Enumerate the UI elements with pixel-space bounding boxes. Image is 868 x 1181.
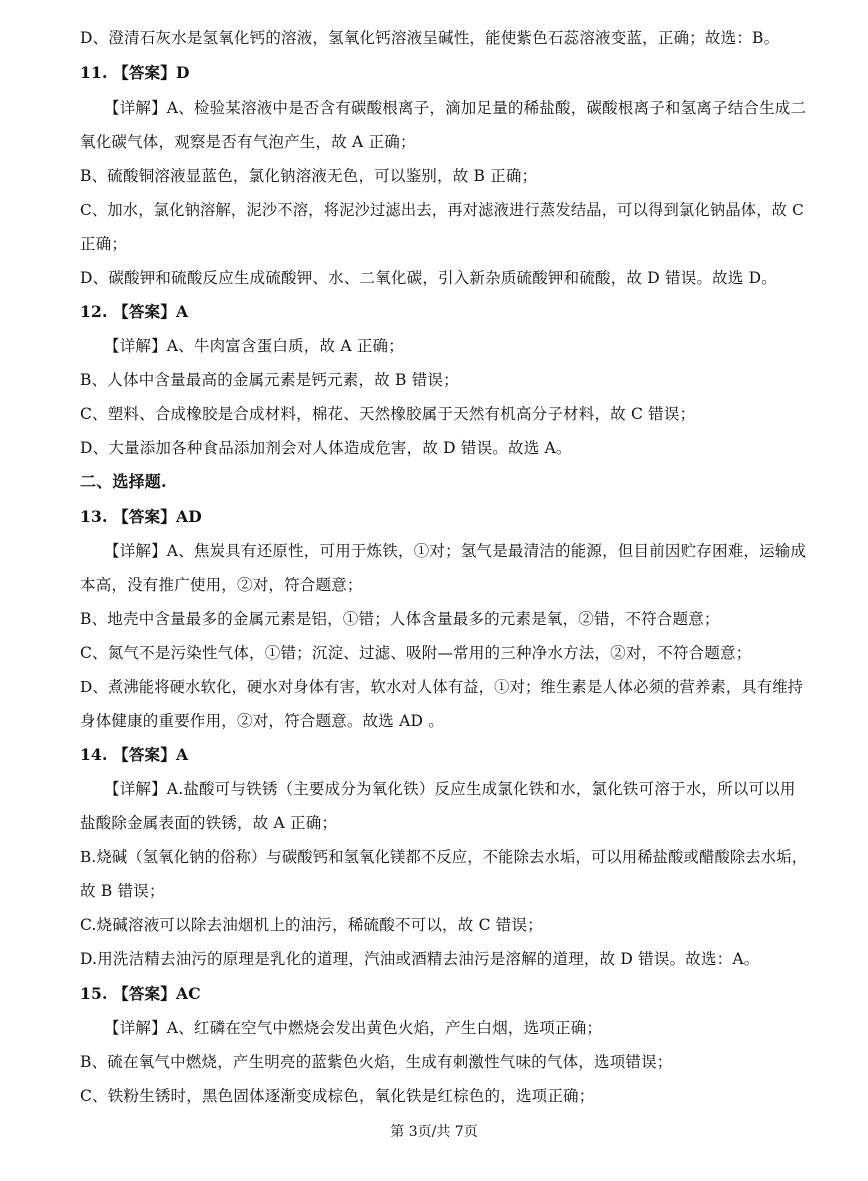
text-line: D、澄清石灰水是氢氧化钙的溶液，氢氧化钙溶液呈碱性，能使紫色石蕊溶液变蓝，正确；故选：B。 <box>80 29 780 47</box>
text-line: B、硫在氧气中燃烧，产生明亮的蓝紫色火焰，生成有刺激性气味的气体，选项错误； <box>80 1053 673 1071</box>
text-line: 故 B 错误； <box>80 882 165 900</box>
text-line: B.烧碱（氢氧化钠的俗称）与碳酸钙和氢氧化镁都不反应，不能除去水垢，可以用稀盐酸或醋酸除去水垢， <box>80 848 808 866</box>
text-line: C、氮气不是污染性气体，①错；沉淀、过滤、吸附—常用的三种净水方法，②对，不符合题意； <box>80 644 752 662</box>
text-line: 本高，没有推广使用，②对，符合题意； <box>80 576 363 594</box>
answer-heading: 15. 【答案】AC <box>80 984 201 1003</box>
text-line: D.用洗洁精去油污的原理是乳化的道理，汽油或酒精去油污是溶解的道理，故 D 错误。故选：A。 <box>80 950 760 968</box>
text-line: 【详解】A、红磷在空气中燃烧会发出黄色火焰，产生白烟，选项正确； <box>104 1019 603 1037</box>
text-line: D、煮沸能将硬水软化，硬水对身体有害，软水对人体有益，①对；维生素是人体必须的营养素，具有维持 <box>80 678 804 696</box>
answer-heading: 11. 【答案】D <box>80 63 190 82</box>
text-line: D、大量添加各种食品添加剂会对人体造成危害，故 D 错误。故选 A。 <box>80 439 572 457</box>
text-line: 氧化碳气体，观察是否有气泡产生，故 A 正确； <box>80 133 416 151</box>
page-number-footer: 第 3页/共 7页 <box>390 1124 478 1140</box>
text-line: C.烧碱溶液可以除去油烟机上的油污，稀硫酸不可以，故 C 错误； <box>80 916 543 934</box>
answer-heading: 12. 【答案】A <box>80 302 189 321</box>
text-line: 【详解】A、检验某溶液中是否含有碳酸根离子，滴加足量的稀盐酸，碳酸根离子和氢离子结合生成二 <box>104 99 807 117</box>
answer-heading: 14. 【答案】A <box>80 745 189 764</box>
text-line: B、地壳中含量最多的金属元素是铝，①错；人体含量最多的元素是氧，②错，不符合题意； <box>80 610 720 628</box>
text-line: D、碳酸钾和硫酸反应生成硫酸钾、水、二氧化碳，引入新杂质硫酸钾和硫酸，故 D 错误。故选 D。 <box>80 269 777 287</box>
section-heading: 二、选择题. <box>80 472 167 491</box>
text-line: 身体健康的重要作用，②对，符合题意。故选 AD 。 <box>80 712 444 730</box>
text-line: 【详解】A、焦炭具有还原性，可用于炼铁，①对；氢气是最清洁的能源，但目前因贮存困难，运输成 <box>104 542 807 560</box>
text-line: 盐酸除金属表面的铁锈，故 A 正确； <box>80 814 338 832</box>
text-line: B、人体中含量最高的金属元素是钙元素，故 B 错误； <box>80 371 459 389</box>
text-line: B、硫酸铜溶液显蓝色，氯化钠溶液无色，可以鉴别，故 B 正确； <box>80 167 538 185</box>
text-line: 正确； <box>80 235 128 253</box>
answer-heading: 13. 【答案】AD <box>80 507 202 526</box>
text-line: 【详解】A.盐酸可与铁锈（主要成分为氧化铁）反应生成氯化铁和水，氯化铁可溶于水，所以可以用 <box>104 780 796 798</box>
text-line: 【详解】A、牛肉富含蛋白质，故 A 正确； <box>104 337 404 355</box>
text-line: C、铁粉生锈时，黑色固体逐渐变成棕色，氧化铁是红棕色的，选项正确； <box>80 1087 595 1105</box>
text-line: C、加水，氯化钠溶解，泥沙不溶，将泥沙过滤出去，再对滤液进行蒸发结晶，可以得到氯化钠晶体，故 C <box>80 201 805 219</box>
text-line: C、塑料、合成橡胶是合成材料，棉花、天然橡胶属于天然有机高分子材料，故 C 错误； <box>80 405 696 423</box>
